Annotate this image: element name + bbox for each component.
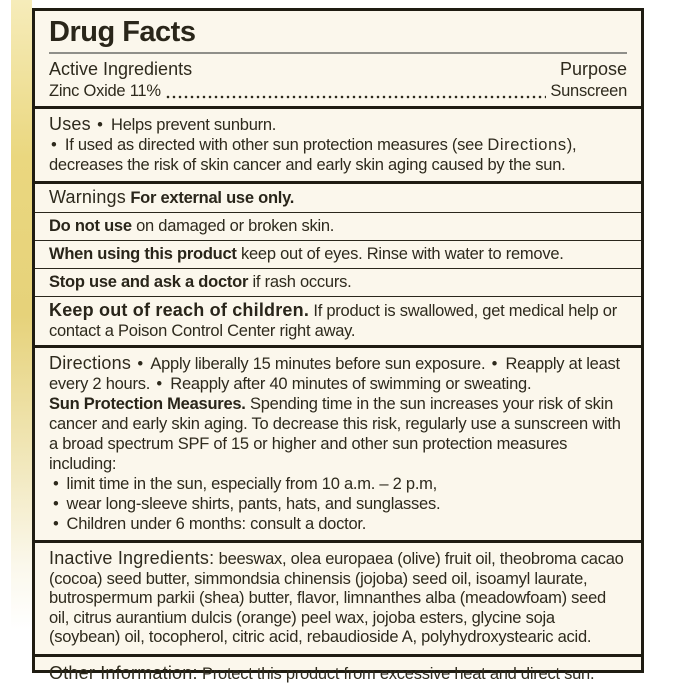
warnings-heading: Warnings <box>49 187 126 207</box>
active-ingredient-row <box>49 81 627 102</box>
inactive-ingredients-text: beeswax, olea europaea (olive) fruit oil, theobroma cacao (cocoa) seed butter, simmondsia chinensis (jojoba) seed oil, isoamyl laurate, butrospermum parkii (shea) butter, flavor, limnanthes alba (meadowfoam) seed oil, citrus aurantium dulcis (orange) peel wax, jojoba esters, glycine soja (soybean) oil, tocopherol, citric acid, rebaudioside A, polyhydroxystearic acid. <box>49 550 624 646</box>
uses-bullet-1: Helps prevent sunburn. <box>111 116 277 134</box>
warnings-row-when-using <box>35 240 641 268</box>
other-information <box>49 663 627 684</box>
uses-heading: Uses <box>49 114 91 134</box>
warning-bold: Stop use and ask a doctor <box>49 273 249 291</box>
list-item <box>49 494 627 514</box>
warning-text: If product is swallowed, get medical help or contact a Poison Control Center right away. <box>49 302 617 340</box>
sun-protection-heading: Sun Protection Measures. <box>49 395 246 413</box>
title-rule <box>49 52 627 54</box>
list-item-text: wear long-sleeve shirts, pants, hats, and sunglasses. <box>66 495 441 513</box>
directions-heading: Directions <box>49 353 132 373</box>
bullet-icon: • <box>53 515 59 533</box>
other-information-heading: Other Information: <box>49 662 198 683</box>
directions-bullet-2: Reapply at least every 2 hours. <box>49 355 620 393</box>
warnings-row-do-not-use <box>35 212 641 240</box>
bullet-icon: • <box>137 355 143 373</box>
ingredient-name: Zinc Oxide 11% <box>49 82 161 100</box>
warning-text: on damaged or broken skin. <box>136 217 335 235</box>
list-item <box>49 474 627 494</box>
section-title <box>35 11 641 106</box>
uses-line-2 <box>49 135 627 175</box>
drug-facts-title: Drug Facts <box>49 16 196 48</box>
warning-bold: Keep out of reach of children. <box>49 300 310 320</box>
directions-bullet-3: Reapply after 40 minutes of swimming or sweating. <box>170 375 532 393</box>
section-warnings <box>35 181 641 345</box>
uses-line-1 <box>49 114 627 135</box>
ingredient-purpose: Sunscreen <box>550 82 627 100</box>
uses-directions-ref: Directions <box>487 136 567 154</box>
warnings-row-keep-out-of-reach <box>35 296 641 345</box>
purpose-heading: Purpose <box>559 59 627 79</box>
bullet-icon: • <box>156 375 162 393</box>
sun-protection-text: Spending time in the sun increases your risk of skin cancer and early skin aging. To decrease this risk, regularly use a sunscreen with a broad spectrum SPF of 15 or higher and other sun protection measures including: <box>49 395 621 473</box>
packaging-edge-strip <box>11 0 32 630</box>
sun-protection-list <box>49 474 627 534</box>
drug-facts-label <box>32 8 644 683</box>
bullet-icon: • <box>51 136 57 154</box>
inactive-ingredients <box>49 549 627 648</box>
bullet-icon: • <box>97 116 103 134</box>
warning-bold: When using this product <box>49 245 237 263</box>
list-item <box>49 514 627 534</box>
warnings-row-external <box>35 184 641 212</box>
sun-protection-measures <box>49 394 627 474</box>
active-ingredients-header-row <box>49 58 627 81</box>
section-directions <box>35 345 641 540</box>
warning-bold: Do not use <box>49 217 132 235</box>
inactive-ingredients-heading: Inactive Ingredients: <box>49 548 215 568</box>
warning-text: keep out of eyes. Rinse with water to remove. <box>241 245 564 263</box>
dotted-leader <box>165 81 547 102</box>
list-item-text: limit time in the sun, especially from 10 a.m. – 2 p.m, <box>66 475 438 493</box>
warning-text: if rash occurs. <box>252 273 352 291</box>
bullet-icon: • <box>491 355 498 373</box>
warnings-row-stop-use <box>35 268 641 296</box>
section-inactive-ingredients <box>35 540 641 654</box>
directions-inline <box>49 353 627 394</box>
uses-bullet-2-post: ), decreases the risk of skin cancer and early skin aging caused by the sun. <box>49 136 577 174</box>
bullet-icon: • <box>53 495 59 513</box>
other-information-text: Protect this product from excessive heat and direct sun. <box>202 664 595 683</box>
section-uses <box>35 106 641 181</box>
directions-bullet-1: Apply liberally 15 minutes before sun exposure. <box>150 355 486 373</box>
list-item-text: Children under 6 months: consult a doctor. <box>66 515 367 533</box>
bullet-icon: • <box>53 475 59 493</box>
uses-bullet-2-pre: If used as directed with other sun protection measures (see <box>64 136 488 154</box>
warnings-external-use: For external use only. <box>130 189 295 207</box>
active-ingredients-heading: Active Ingredients <box>49 59 193 79</box>
section-other-information <box>35 654 641 691</box>
